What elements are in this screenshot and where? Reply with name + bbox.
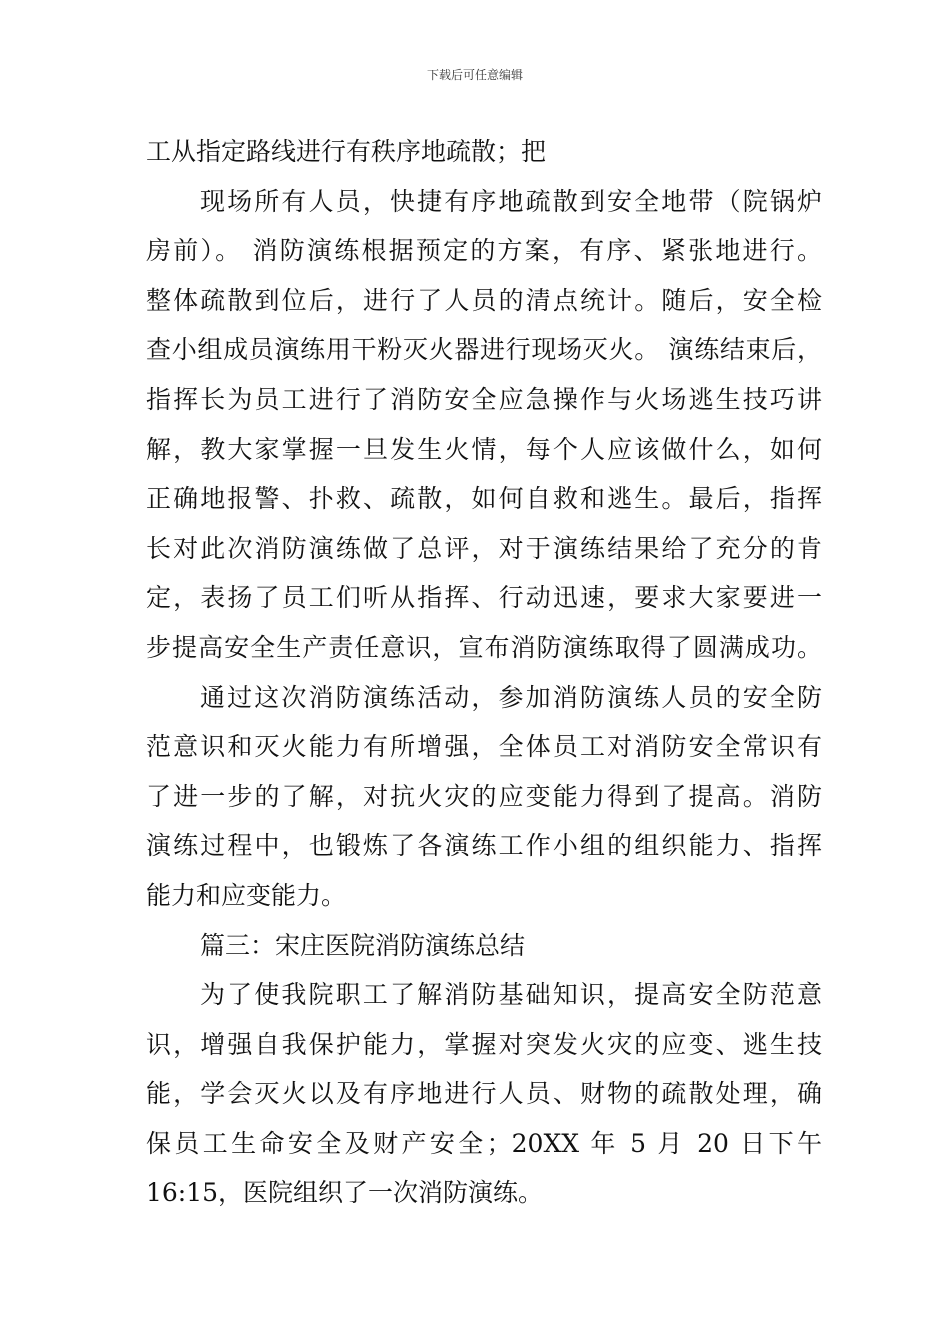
text-line: 解，教大家掌握一旦发生火情，每个人应该做什么，如何 — [146, 434, 822, 464]
text-line: 房前）。 消防演练根据预定的方案，有序、紧张地进行。 — [146, 236, 822, 266]
text-line: 为了使我院职工了解消防基础知识，提高安全防范意 — [200, 980, 822, 1010]
text-line: 范意识和灭火能力有所增强，全体员工对消防安全常识有 — [146, 732, 822, 762]
text-line: 通过这次消防演练活动，参加消防演练人员的安全防 — [200, 682, 822, 712]
text-line: 能力和应变能力。 — [146, 880, 347, 910]
text-line: 查小组成员演练用干粉灭火器进行现场灭火。 演练结束后， — [146, 335, 822, 365]
text-line: 整体疏散到位后，进行了人员的清点统计。随后，安全检 — [146, 285, 822, 315]
text-line: 定，表扬了员工们听从指挥、行动迅速，要求大家要进一 — [146, 583, 822, 613]
text-line: 工从指定路线进行有秩序地疏散；把 — [146, 137, 547, 166]
text-line: 识，增强自我保护能力，掌握对突发火灾的应变、逃生技 — [146, 1029, 822, 1059]
text-line: 指挥长为员工进行了消防安全应急操作与火场逃生技巧讲 — [146, 384, 822, 414]
text-line: 保员工生命安全及财产安全；20XX 年 5 月 20 日下午 — [146, 1128, 822, 1158]
text-line: 演练过程中，也锻炼了各演练工作小组的组织能力、指挥 — [146, 831, 822, 861]
text-line: 了进一步的了解，对抗火灾的应变能力得到了提高。消防 — [146, 781, 822, 811]
text-line: 16:15，医院组织了一次消防演练。 — [146, 1178, 544, 1208]
text-line: 长对此次消防演练做了总评，对于演练结果给了充分的肯 — [146, 533, 822, 563]
text-line: 正确地报警、扑救、疏散，如何自救和逃生。最后，指挥 — [146, 484, 822, 514]
text-line: 现场所有人员，快捷有序地疏散到安全地带（院锅炉 — [200, 186, 822, 216]
page-header: 下载后可任意编辑 — [426, 68, 523, 82]
text-line: 步提高安全生产责任意识，宣布消防演练取得了圆满成功。 — [146, 632, 822, 662]
section-heading: 篇三：宋庄医院消防演练总结 — [200, 930, 526, 960]
document-body — [146, 127, 822, 1218]
text-line: 能，学会灭火以及有序地进行人员、财物的疏散处理，确 — [146, 1079, 822, 1109]
